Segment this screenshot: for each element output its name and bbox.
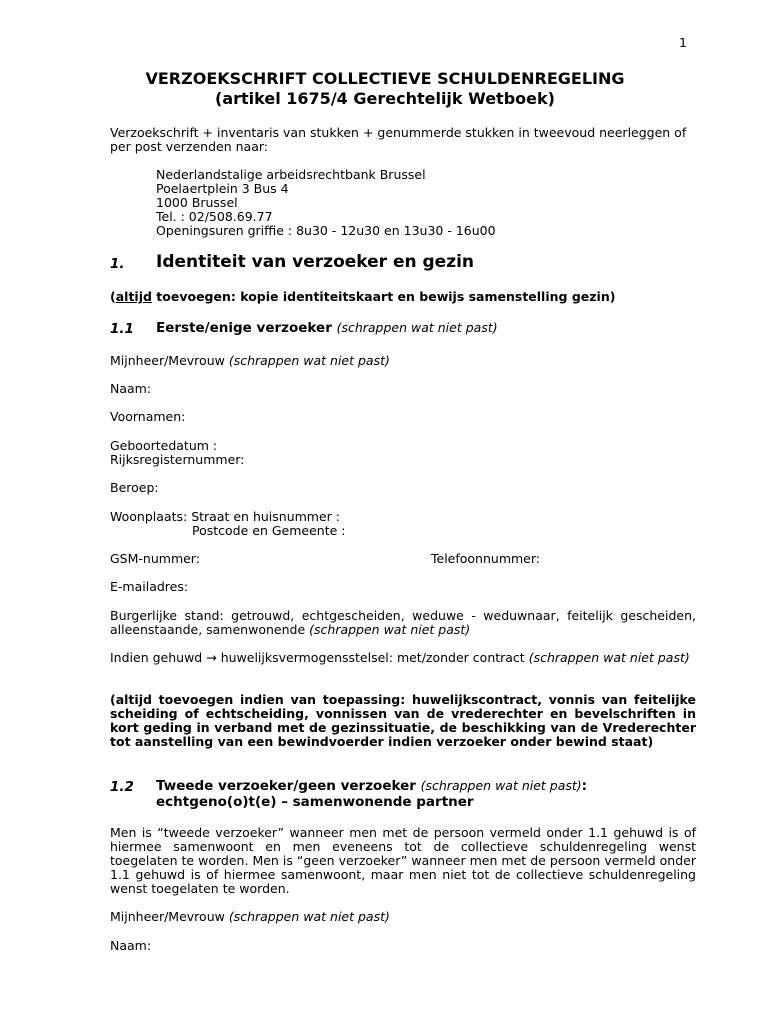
field-naam: Naam: [110,381,152,396]
field-geboortedatum: Geboortedatum : [110,438,218,453]
salutation-1-text: Mijnheer/Mevrouw [110,353,225,368]
salutation-2-text: Mijnheer/Mevrouw [110,909,225,924]
field-gsm: GSM-nummer: [110,551,200,566]
field-email: E-mailadres: [110,579,189,594]
section-1-2-title-text: Tweede verzoeker/geen verzoeker [156,778,416,794]
section-1-2-paragraph: Men is “tweede verzoeker” wanneer men met de persoon vermeld onder 1.1 gehuwd is of hiermee samenwoont en men eveneens tot de collectieve schuldenregeling wenst toegelaten te worden. Men is “geen verzoeker” wanneer men met de persoon vermeld onder 1.1 gehuwd is of hiermee samenwoont, maar men niet tot de collectieve schuldenregeling wenst toegelaten te worden. [110,825,696,896]
field-telefoon: Telefoonnummer: [431,551,541,566]
note-open: ( [110,289,116,304]
burgerlijke-stand-note: (schrappen wat niet past) [309,622,471,637]
section-1-number: 1. [110,256,125,272]
intro-text: Verzoekschrift + inventaris van stukken + genummerde stukken in tweevoud neerleggen of per post verzenden naar: [110,125,687,154]
gehuwd-note: (schrappen wat niet past) [528,650,690,665]
address-line-4: Tel. : 02/508.69.77 [156,209,273,224]
address-line-2: Poelaertplein 3 Bus 4 [156,181,289,196]
section-1-1-title-note: (schrappen wat niet past) [336,320,498,335]
salutation-1 [110,354,696,368]
address-block [156,168,742,238]
salutation-1-note: (schrappen wat niet past) [228,353,390,368]
arrow-right-icon: → [206,650,217,665]
note-underlined: altijd [115,289,152,304]
section-1-1-title [156,320,498,336]
gehuwd-rest: huwelijksvermogensstelsel: met/zonder contract [220,650,525,665]
section-1-2-title-line-1 [156,778,587,794]
gehuwd-prefix: Indien gehuwd [110,650,203,665]
field-gehuwd [110,651,696,665]
section-1-2-title-colon: : [581,778,588,794]
field-beroep: Beroep: [110,480,159,495]
field-naam-2: Naam: [110,938,152,953]
woonplaats-postcode: Postcode en Gemeente : [192,523,346,538]
field-burgerlijke-stand [110,609,696,637]
address-line-3: 1000 Brussel [156,195,238,210]
title-line-1: VERZOEKSCHRIFT COLLECTIEVE SCHULDENREGELING [145,69,625,88]
altijd-toevoegen-block: (altijd toevoegen indien van toepassing: huwelijkscontract, vonnis van feitelijke scheiding of echtscheiding, vonnissen van de vrederechter en bevelschriften in kort geding in verband met de gezinssituatie, de beschikking van de Vrederechter tot aanstelling van een bewindvoerder indien verzoeker onder bewind staat) [110,692,696,749]
section-1-note [110,290,696,304]
field-woonplaats [110,510,696,538]
field-voornamen: Voornamen: [110,409,186,424]
document-title [0,69,770,109]
section-1-2-title-note: (schrappen wat niet past) [420,778,582,793]
field-rijksregister: Rijksregisternummer: [110,452,245,467]
section-1-1-number: 1.1 [110,321,134,337]
section-1-2-number: 1.2 [110,779,134,795]
woonplaats-label: Woonplaats: [110,509,188,524]
woonplaats-straat: Straat en huisnummer : [191,509,340,524]
section-1-2-title-line-2: echtgeno(o)t(e) – samenwonende partner [156,794,474,810]
address-line-5: Openingsuren griffie : 8u30 - 12u30 en 13u30 - 16u00 [156,223,496,238]
section-1-title: Identiteit van verzoeker en gezin [156,252,475,272]
section-1-2-title [156,778,587,810]
salutation-2-note: (schrappen wat niet past) [228,909,390,924]
section-1-1-title-text: Eerste/enige verzoeker [156,320,332,336]
salutation-2 [110,910,696,924]
page-number: 1 [679,35,687,50]
title-line-2: (artikel 1675/4 Gerechtelijk Wetboek) [215,89,555,108]
burgerlijke-stand-text: Burgerlijke stand: getrouwd, echtgescheiden, weduwe - weduwnaar, feitelijk gescheiden, alleenstaande, samenwonende [110,608,696,637]
note-rest: toevoegen: kopie identiteitskaart en bewijs samenstelling gezin) [151,289,616,304]
address-line-1: Nederlandstalige arbeidsrechtbank Brussel [156,167,426,182]
